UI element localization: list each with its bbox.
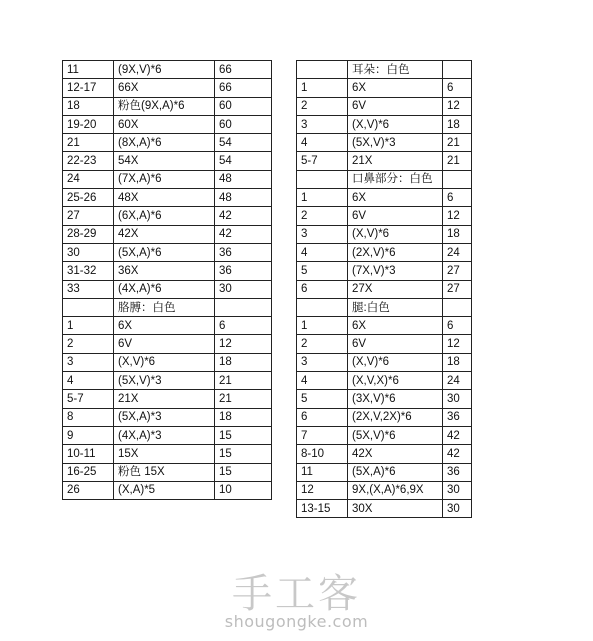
row-number-cell: 13-15	[297, 500, 348, 518]
stitch-count-cell	[443, 298, 472, 316]
table-row	[63, 353, 272, 371]
row-number-cell: 26	[63, 481, 114, 499]
row-number-cell: 1	[297, 317, 348, 335]
row-number-cell: 10-11	[63, 445, 114, 463]
stitch-count-cell: 18	[215, 353, 272, 371]
table-row	[63, 152, 272, 170]
stitch-count-cell	[443, 61, 472, 79]
stitch-instruction-cell: 腿:白色	[348, 298, 443, 316]
stitch-instruction-cell: (X,V)*6	[348, 225, 443, 243]
row-number-cell: 18	[63, 97, 114, 115]
table-row	[297, 353, 472, 371]
left-pattern-table	[62, 60, 272, 500]
stitch-count-cell: 18	[215, 408, 272, 426]
stitch-instruction-cell: (X,V)*6	[348, 353, 443, 371]
row-number-cell: 7	[297, 426, 348, 444]
stitch-instruction-cell: 6V	[348, 97, 443, 115]
row-number-cell: 9	[63, 426, 114, 444]
stitch-instruction-cell: 9X,(X,A)*6,9X	[348, 481, 443, 499]
right-pattern-table	[296, 60, 472, 518]
table-row	[297, 79, 472, 97]
table-row	[297, 189, 472, 207]
stitch-count-cell	[443, 170, 472, 188]
stitch-instruction-cell: 21X	[348, 152, 443, 170]
stitch-instruction-cell: (X,V)*6	[114, 353, 215, 371]
stitch-instruction-cell: (7X,V)*3	[348, 262, 443, 280]
row-number-cell: 33	[63, 280, 114, 298]
right-table-body	[297, 61, 472, 518]
stitch-instruction-cell: 27X	[348, 280, 443, 298]
stitch-instruction-cell: (5X,A)*6	[114, 243, 215, 261]
row-number-cell: 3	[297, 115, 348, 133]
stitch-count-cell: 6	[443, 79, 472, 97]
row-number-cell: 2	[297, 97, 348, 115]
stitch-count-cell: 21	[215, 390, 272, 408]
stitch-instruction-cell: (9X,V)*6	[114, 61, 215, 79]
table-row	[297, 207, 472, 225]
stitch-count-cell: 15	[215, 445, 272, 463]
row-number-cell: 8	[63, 408, 114, 426]
row-number-cell: 4	[297, 372, 348, 390]
row-number-cell: 19-20	[63, 115, 114, 133]
stitch-count-cell: 18	[443, 353, 472, 371]
stitch-instruction-cell: (5X,A)*6	[348, 463, 443, 481]
stitch-instruction-cell: 胳膊：白色	[114, 298, 215, 316]
table-row	[63, 134, 272, 152]
row-number-cell: 4	[297, 243, 348, 261]
table-row	[63, 97, 272, 115]
stitch-count-cell: 27	[443, 280, 472, 298]
row-number-cell: 5-7	[297, 152, 348, 170]
row-number-cell: 5	[297, 390, 348, 408]
stitch-count-cell: 36	[443, 463, 472, 481]
watermark-url: shougongke.com	[224, 612, 369, 631]
stitch-count-cell: 18	[443, 225, 472, 243]
row-number-cell: 12	[297, 481, 348, 499]
table-row	[297, 97, 472, 115]
row-number-cell	[297, 61, 348, 79]
row-number-cell: 2	[63, 335, 114, 353]
table-row	[297, 372, 472, 390]
row-number-cell: 1	[63, 317, 114, 335]
row-number-cell: 4	[297, 134, 348, 152]
row-number-cell: 31-32	[63, 262, 114, 280]
stitch-instruction-cell: 6X	[348, 79, 443, 97]
row-number-cell: 5-7	[63, 390, 114, 408]
stitch-instruction-cell: 粉色(9X,A)*6	[114, 97, 215, 115]
table-row	[297, 317, 472, 335]
stitch-instruction-cell: (4X,A)*6	[114, 280, 215, 298]
stitch-count-cell: 42	[443, 445, 472, 463]
row-number-cell: 4	[63, 372, 114, 390]
stitch-count-cell: 12	[443, 335, 472, 353]
row-number-cell: 2	[297, 335, 348, 353]
stitch-count-cell: 66	[215, 61, 272, 79]
table-row	[297, 408, 472, 426]
stitch-count-cell: 12	[443, 207, 472, 225]
stitch-instruction-cell: (X,V)*6	[348, 115, 443, 133]
row-number-cell: 11	[63, 61, 114, 79]
stitch-instruction-cell: 54X	[114, 152, 215, 170]
stitch-instruction-cell: (7X,A)*6	[114, 170, 215, 188]
table-row	[297, 481, 472, 499]
stitch-instruction-cell: (6X,A)*6	[114, 207, 215, 225]
stitch-instruction-cell: (2X,V,2X)*6	[348, 408, 443, 426]
row-number-cell: 8-10	[297, 445, 348, 463]
table-row	[297, 225, 472, 243]
stitch-instruction-cell: (2X,V)*6	[348, 243, 443, 261]
row-number-cell: 16-25	[63, 463, 114, 481]
stitch-count-cell	[215, 298, 272, 316]
stitch-count-cell: 21	[443, 152, 472, 170]
row-number-cell: 5	[297, 262, 348, 280]
table-row	[297, 298, 472, 316]
stitch-count-cell: 36	[215, 262, 272, 280]
table-row	[297, 390, 472, 408]
stitch-count-cell: 48	[215, 170, 272, 188]
table-row	[63, 390, 272, 408]
table-row	[63, 243, 272, 261]
stitch-instruction-cell: 6V	[114, 335, 215, 353]
table-row	[63, 426, 272, 444]
stitch-instruction-cell: 6X	[348, 189, 443, 207]
table-row	[297, 170, 472, 188]
stitch-count-cell: 10	[215, 481, 272, 499]
stitch-count-cell: 15	[215, 426, 272, 444]
row-number-cell	[297, 298, 348, 316]
stitch-instruction-cell: (3X,V)*6	[348, 390, 443, 408]
left-table-body	[63, 61, 272, 500]
stitch-count-cell: 42	[215, 207, 272, 225]
stitch-instruction-cell: 粉色 15X	[114, 463, 215, 481]
stitch-count-cell: 15	[215, 463, 272, 481]
row-number-cell: 6	[297, 280, 348, 298]
table-row	[63, 335, 272, 353]
stitch-instruction-cell: 48X	[114, 189, 215, 207]
table-row	[63, 317, 272, 335]
row-number-cell: 12-17	[63, 79, 114, 97]
stitch-count-cell: 30	[215, 280, 272, 298]
table-row	[63, 463, 272, 481]
stitch-instruction-cell: 21X	[114, 390, 215, 408]
stitch-instruction-cell: (5X,V)*3	[114, 372, 215, 390]
stitch-instruction-cell: 6V	[348, 335, 443, 353]
stitch-count-cell: 18	[443, 115, 472, 133]
stitch-count-cell: 36	[215, 243, 272, 261]
row-number-cell: 22-23	[63, 152, 114, 170]
table-row	[63, 225, 272, 243]
stitch-count-cell: 6	[443, 317, 472, 335]
table-row	[297, 262, 472, 280]
stitch-count-cell: 54	[215, 152, 272, 170]
stitch-count-cell: 6	[443, 189, 472, 207]
stitch-count-cell: 30	[443, 390, 472, 408]
stitch-instruction-cell: (4X,A)*3	[114, 426, 215, 444]
table-row	[63, 115, 272, 133]
table-row	[297, 152, 472, 170]
table-row	[63, 61, 272, 79]
stitch-instruction-cell: 口鼻部分：白色	[348, 170, 443, 188]
stitch-instruction-cell: (5X,V)*3	[348, 134, 443, 152]
stitch-instruction-cell: (5X,V)*6	[348, 426, 443, 444]
table-row	[63, 445, 272, 463]
stitch-instruction-cell: 30X	[348, 500, 443, 518]
stitch-count-cell: 24	[443, 243, 472, 261]
row-number-cell: 27	[63, 207, 114, 225]
table-row	[63, 372, 272, 390]
row-number-cell: 3	[63, 353, 114, 371]
stitch-count-cell: 48	[215, 189, 272, 207]
stitch-instruction-cell: 42X	[114, 225, 215, 243]
table-row	[63, 170, 272, 188]
table-row	[63, 280, 272, 298]
table-row	[297, 243, 472, 261]
table-row	[63, 79, 272, 97]
table-row	[63, 481, 272, 499]
row-number-cell: 21	[63, 134, 114, 152]
row-number-cell	[63, 298, 114, 316]
stitch-instruction-cell: 66X	[114, 79, 215, 97]
row-number-cell: 25-26	[63, 189, 114, 207]
stitch-count-cell: 60	[215, 115, 272, 133]
row-number-cell: 28-29	[63, 225, 114, 243]
stitch-instruction-cell: 15X	[114, 445, 215, 463]
stitch-instruction-cell: 42X	[348, 445, 443, 463]
row-number-cell: 2	[297, 207, 348, 225]
table-row	[297, 335, 472, 353]
table-row	[297, 445, 472, 463]
table-row	[297, 463, 472, 481]
stitch-instruction-cell: (X,V,X)*6	[348, 372, 443, 390]
row-number-cell: 3	[297, 353, 348, 371]
stitch-count-cell: 12	[215, 335, 272, 353]
table-row	[297, 280, 472, 298]
stitch-instruction-cell: 6V	[348, 207, 443, 225]
table-row	[297, 115, 472, 133]
stitch-count-cell: 21	[443, 134, 472, 152]
table-row	[63, 262, 272, 280]
watermark-title: 手工客	[232, 571, 361, 617]
stitch-count-cell: 6	[215, 317, 272, 335]
table-row	[63, 189, 272, 207]
stitch-instruction-cell: (X,A)*5	[114, 481, 215, 499]
stitch-count-cell: 60	[215, 97, 272, 115]
stitch-count-cell: 12	[443, 97, 472, 115]
row-number-cell: 11	[297, 463, 348, 481]
stitch-count-cell: 54	[215, 134, 272, 152]
row-number-cell	[297, 170, 348, 188]
table-row	[63, 207, 272, 225]
stitch-count-cell: 21	[215, 372, 272, 390]
stitch-count-cell: 42	[443, 426, 472, 444]
row-number-cell: 24	[63, 170, 114, 188]
stitch-instruction-cell: 耳朵：白色	[348, 61, 443, 79]
row-number-cell: 1	[297, 189, 348, 207]
table-row	[297, 426, 472, 444]
row-number-cell: 1	[297, 79, 348, 97]
row-number-cell: 30	[63, 243, 114, 261]
stitch-count-cell: 42	[215, 225, 272, 243]
stitch-instruction-cell: (8X,A)*6	[114, 134, 215, 152]
stitch-count-cell: 30	[443, 481, 472, 499]
stitch-count-cell: 66	[215, 79, 272, 97]
table-row	[297, 61, 472, 79]
stitch-count-cell: 24	[443, 372, 472, 390]
stitch-instruction-cell: 36X	[114, 262, 215, 280]
stitch-count-cell: 27	[443, 262, 472, 280]
stitch-instruction-cell: 6X	[114, 317, 215, 335]
stitch-instruction-cell: 6X	[348, 317, 443, 335]
row-number-cell: 6	[297, 408, 348, 426]
table-row	[63, 408, 272, 426]
stitch-instruction-cell: (5X,A)*3	[114, 408, 215, 426]
table-row	[297, 134, 472, 152]
stitch-count-cell: 36	[443, 408, 472, 426]
stitch-instruction-cell: 60X	[114, 115, 215, 133]
row-number-cell: 3	[297, 225, 348, 243]
table-row	[297, 500, 472, 518]
stitch-count-cell: 30	[443, 500, 472, 518]
table-row	[63, 298, 272, 316]
